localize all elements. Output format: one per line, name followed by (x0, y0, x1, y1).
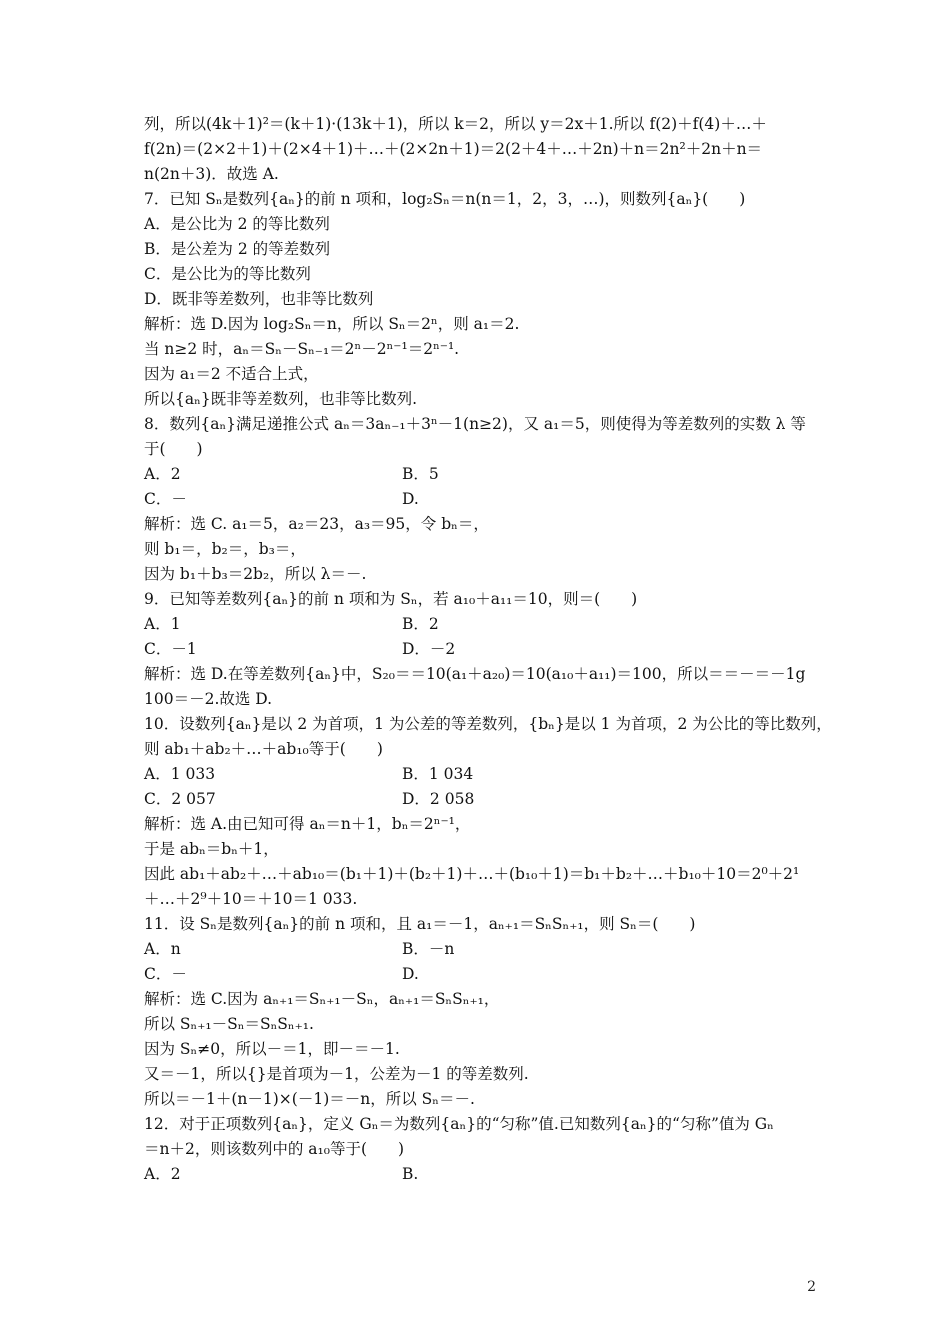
option-row (144, 762, 820, 787)
text-line: 因为 a₁＝2 不适合上式， (144, 365, 319, 383)
option-text: A．2 (144, 1165, 181, 1183)
option-row (144, 787, 820, 812)
option-text: A．n (144, 940, 181, 958)
text-line: 100＝－2.故选 D. (144, 690, 273, 708)
text-line: f(2n)＝(2×2＋1)＋(2×4＋1)＋…＋(2×2n＋1)＝2(2＋4＋…＋2n)＋n＝2n²＋2n＋n＝ (144, 140, 763, 158)
text-line: 11．设 Sₙ是数列{aₙ}的前 n 项和，且 a₁＝－1，aₙ₊₁＝SₙSₙ₊₁，则 Sₙ＝( ) (144, 915, 696, 933)
page-number: 2 (807, 1279, 816, 1295)
text-line: C．是公比为的等比数列 (144, 265, 311, 283)
option-row (144, 962, 820, 987)
text-line: 于是 abₙ＝bₙ＋1， (144, 840, 279, 858)
text-line: 则 ab₁＋ab₂＋…＋ab₁₀等于( ) (144, 740, 383, 758)
option-text: C．－ (144, 965, 187, 983)
option-text: C．2 057 (144, 790, 216, 808)
option-row (144, 1162, 820, 1187)
page-body (144, 112, 832, 1187)
text-line: 解析：选 D.因为 log₂Sₙ＝n，所以 Sₙ＝2ⁿ，则 a₁＝2. (144, 315, 520, 333)
option-text: D. (402, 490, 419, 508)
text-line: 9．已知等差数列{aₙ}的前 n 项和为 Sₙ，若 a₁₀＋a₁₁＝10，则＝( ) (144, 590, 638, 608)
option-text: A．1 033 (144, 765, 216, 783)
text-line: 10．设数列{aₙ}是以 2 为首项，1 为公差的等差数列，{bₙ}是以 1 为首项，2 为公比的等比数列， (144, 715, 832, 733)
text-line: 于( ) (144, 440, 203, 458)
text-line: 解析：选 C. a₁＝5，a₂＝23，a₃＝95，令 bₙ＝， (144, 515, 489, 533)
text-line: n(2n＋3)．故选 A. (144, 165, 279, 183)
option-text: B．5 (402, 465, 439, 483)
text-line: 12．对于正项数列{aₙ}，定义 Gₙ＝为数列{aₙ}的“匀称”值.已知数列{aₙ}的“匀称”值为 Gₙ (144, 1115, 774, 1133)
option-text: D．2 058 (402, 790, 475, 808)
text-line: 所以{aₙ}既非等差数列，也非等比数列. (144, 390, 418, 408)
option-text: B．2 (402, 615, 439, 633)
option-text: A．2 (144, 465, 181, 483)
option-row (144, 487, 820, 512)
text-line: B．是公差为 2 的等差数列 (144, 240, 331, 258)
text-line: 解析：选 D.在等差数列{aₙ}中，S₂₀＝＝10(a₁＋a₂₀)＝10(a₁₀＋a₁₁)＝100，所以＝＝－＝－1g (144, 665, 806, 683)
option-text: A．1 (144, 615, 181, 633)
text-line: 解析：选 C.因为 aₙ₊₁＝Sₙ₊₁－Sₙ，aₙ₊₁＝SₙSₙ₊₁， (144, 990, 500, 1008)
text-line: 又＝－1，所以{}是首项为－1，公差为－1 的等差数列. (144, 1065, 529, 1083)
text-line: 解析：选 A.由已知可得 aₙ＝n＋1，bₙ＝2ⁿ⁻¹， (144, 815, 471, 833)
text-line: ＋…＋2⁹＋10＝＋10＝1 033. (144, 890, 358, 908)
option-text: C．－1 (144, 640, 197, 658)
text-line: ＝n＋2，则该数列中的 a₁₀等于( ) (144, 1140, 405, 1158)
text-line: 因此 ab₁＋ab₂＋…＋ab₁₀＝(b₁＋1)＋(b₂＋1)＋…＋(b₁₀＋1)＝b₁＋b₂＋…＋b₁₀＋10＝2⁰＋2¹ (144, 865, 800, 883)
text-line: D．既非等差数列，也非等比数列 (144, 290, 374, 308)
text-line: 所以 Sₙ₊₁－Sₙ＝SₙSₙ₊₁. (144, 1015, 314, 1033)
option-text: C．－ (144, 490, 187, 508)
text-line: A．是公比为 2 的等比数列 (144, 215, 330, 233)
text-line: 则 b₁＝，b₂＝，b₃＝， (144, 540, 306, 558)
option-text: D．－2 (402, 640, 456, 658)
option-text: B．－n (402, 940, 455, 958)
option-row (144, 612, 820, 637)
text-line: 因为 b₁＋b₃＝2b₂，所以 λ＝－. (144, 565, 367, 583)
text-line: 7．已知 Sₙ是数列{aₙ}的前 n 项和，log₂Sₙ＝n(n＝1，2，3，…)，则数列{aₙ}( ) (144, 190, 746, 208)
text-line: 8．数列{aₙ}满足递推公式 aₙ＝3aₙ₋₁＋3ⁿ－1(n≥2)，又 a₁＝5，则使得为等差数列的实数 λ 等 (144, 415, 806, 433)
option-text: B. (402, 1165, 419, 1183)
option-text: B．1 034 (402, 765, 474, 783)
option-row (144, 462, 820, 487)
option-row (144, 637, 820, 662)
text-line: 当 n≥2 时，aₙ＝Sₙ－Sₙ₋₁＝2ⁿ－2ⁿ⁻¹＝2ⁿ⁻¹. (144, 340, 460, 358)
text-line: 所以＝－1＋(n－1)×(－1)＝－n，所以 Sₙ＝－. (144, 1090, 475, 1108)
text-line: 因为 Sₙ≠0，所以－＝1，即－＝－1. (144, 1040, 400, 1058)
option-row (144, 937, 820, 962)
option-text: D. (402, 965, 419, 983)
text-line: 列，所以(4k＋1)²＝(k＋1)·(13k＋1)，所以 k＝2，所以 y＝2x＋1.所以 f(2)＋f(4)＋…＋ (144, 115, 767, 133)
